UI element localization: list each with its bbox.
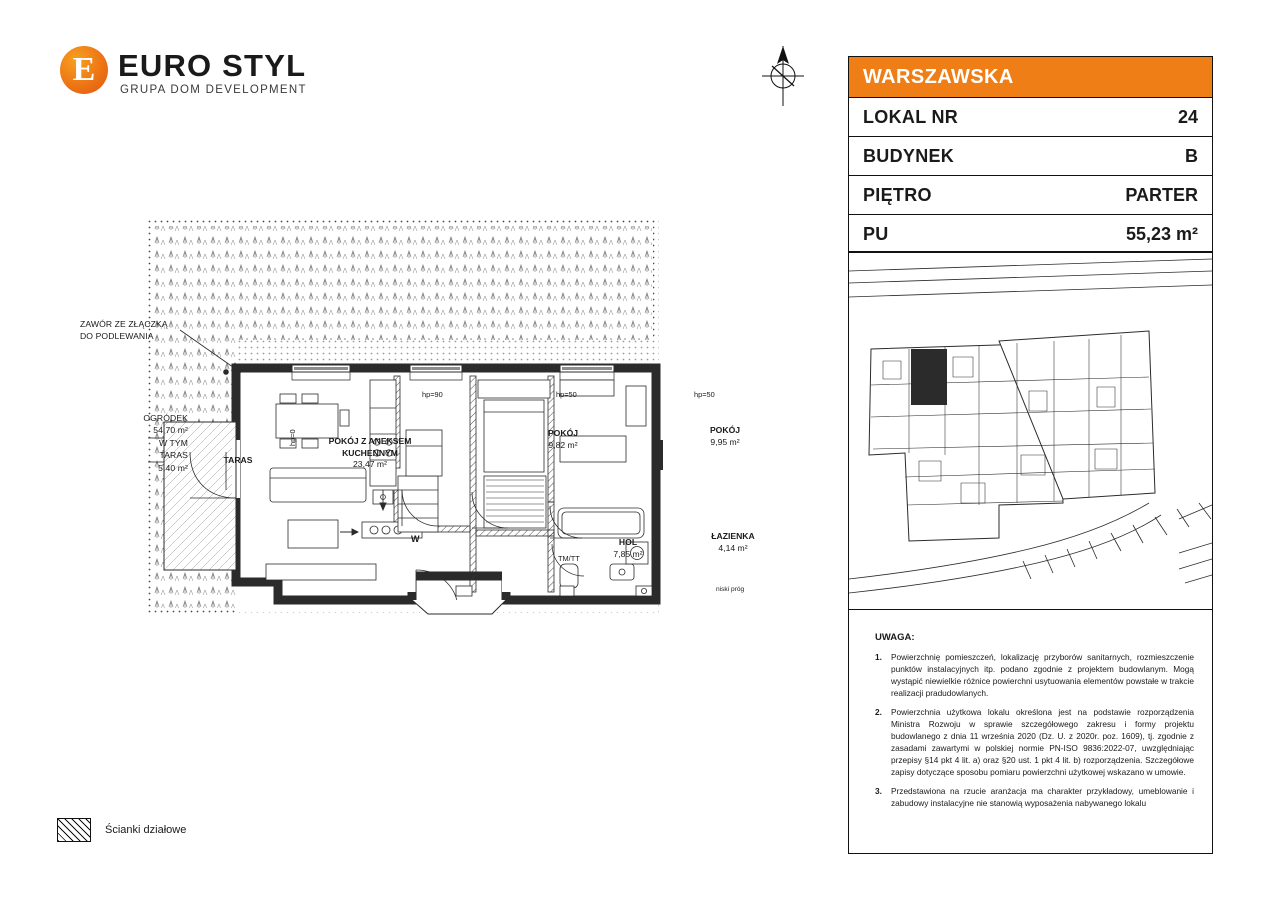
info-value-lokal: 24 <box>1177 106 1198 127</box>
floor-plan-drawing <box>40 190 840 630</box>
note-text: Powierzchnia użytkowa lokalu określona jest na podstawie rozporządzenia Ministra Rozwoju w sprawie szczegółowego zakresu i formy projektu budowlanego z dnia 11 września 2020 (Dz. U. z 2020r. poz. 1609), tj. zgodnie z zasadami zawartymi w polskiej normie PN-ISO 9836:2022-07, uwzględniając przepisy §14 pkt 4 lit. a) oraz §20 ust. 1 pkt 4 lit. b) rozporządzenia. Szczegółowe zapisy dotyczące sposobu pomiaru powierzchni użytkowej wskazano w umowie. <box>891 707 1194 778</box>
marker-tmtt: TM/TT <box>558 554 580 563</box>
annotation-garden-l2: 54,70 m² <box>153 425 188 436</box>
marker-hp-50-b: hp=50 <box>694 390 715 399</box>
info-row-pietro <box>849 175 1212 214</box>
info-value-pu: 55,23 m² <box>1125 223 1198 244</box>
room-name-taras: TARAS <box>223 455 253 465</box>
project-title-bar <box>849 57 1212 97</box>
room-name-living-l1: POKÓJ Z ANEKSEM <box>328 436 412 446</box>
info-key-pietro: PIĘTRO <box>863 184 932 205</box>
marker-hp-0: hp=0 <box>288 429 297 446</box>
logo-mark-icon <box>60 46 108 94</box>
room-name-living-l2: KUCHENNYM <box>342 447 398 458</box>
info-row-lokal <box>849 97 1212 136</box>
info-value-pietro: PARTER <box>1125 184 1198 205</box>
logo-mark-letter: E <box>72 51 96 88</box>
room-area-lazienka: 4,14 m² <box>718 542 748 553</box>
annotation-garden-l5: 5,40 m² <box>158 462 188 473</box>
north-arrow-icon <box>758 44 808 108</box>
company-logo <box>60 44 360 106</box>
room-name-pokoj-2: POKÓJ <box>709 425 741 435</box>
annotation-valve <box>80 318 200 343</box>
room-name-pokoj-1: POKÓJ <box>547 428 579 438</box>
info-key-budynek: BUDYNEK <box>863 145 955 166</box>
notes-header: UWAGA: <box>875 632 915 643</box>
notes-block <box>848 610 1213 854</box>
unit-info-panel <box>848 56 1213 252</box>
room-area-pokoj-1: 9,82 m² <box>548 439 578 450</box>
room-area-hol: 7,85 m² <box>613 548 643 559</box>
room-label-hol <box>592 537 664 560</box>
room-label-lazienka <box>692 531 774 554</box>
note-item <box>875 785 1194 809</box>
note-text: Powierzchnię pomieszczeń, lokalizację przyborów sanitarnych, rozmieszczenie punktów instalacyjnych itp. podano zgodnie z projektem budowlanym. Mogą wystąpić niewielkie różnice powierchni usytuowania elementów powstałe w trakcie realizacji pradudowlanych. <box>891 652 1194 699</box>
room-label-pokoj-2 <box>680 425 770 448</box>
note-text: Przedstawiona na rzucie aranżacja ma charakter przykładowy, umeblowanie i zabudowy instalacyjne nie stanowią wyposażenia nabywanego lokalu <box>891 786 1194 809</box>
logo-brand-text: EURO STYL <box>118 48 307 83</box>
room-label-pokoj-1 <box>518 428 608 451</box>
room-name-hol: HOL <box>618 537 638 547</box>
logo-subtitle-text: GRUPA DOM DEVELOPMENT <box>120 84 307 96</box>
notes-list <box>875 651 1194 809</box>
annotation-garden-l4: TARAS <box>159 450 188 461</box>
info-row-budynek <box>849 136 1212 175</box>
info-row-pu <box>849 214 1212 253</box>
annotation-garden <box>118 412 188 474</box>
info-value-budynek: B <box>1185 145 1198 166</box>
legend <box>57 818 186 842</box>
info-key-pu: PU <box>863 223 889 244</box>
marker-niski-prog: niski próg <box>716 586 745 593</box>
marker-hp-50-a: hp=50 <box>556 390 577 399</box>
note-number: 1. <box>875 652 882 662</box>
room-name-lazienka: ŁAZIENKA <box>711 531 755 541</box>
room-area-living: 23,47 m² <box>353 459 387 470</box>
marker-hp-90: hp=90 <box>422 390 443 399</box>
annotation-garden-l1: OGRÓDEK <box>143 413 188 423</box>
annotation-valve-line1: ZAWÓR ZE ZŁĄCZKĄ <box>80 319 168 329</box>
note-number: 2. <box>875 707 882 718</box>
annotation-garden-l3: W TYM <box>159 437 188 448</box>
site-plan-thumbnail <box>848 252 1213 610</box>
project-name: WARSZAWSKA <box>863 65 1014 88</box>
marker-w: W <box>411 534 420 544</box>
note-number: 3. <box>875 786 882 797</box>
legend-label: Ścianki działowe <box>105 824 187 836</box>
info-key-lokal: LOKAL NR <box>863 106 959 127</box>
room-label-living <box>300 436 440 471</box>
annotation-valve-line2: DO PODLEWANIA <box>80 331 154 342</box>
note-item <box>875 706 1194 778</box>
hatch-swatch-icon <box>57 818 91 842</box>
room-label-taras <box>208 455 268 467</box>
note-item <box>875 651 1194 699</box>
room-area-pokoj-2: 9,95 m² <box>710 436 740 447</box>
